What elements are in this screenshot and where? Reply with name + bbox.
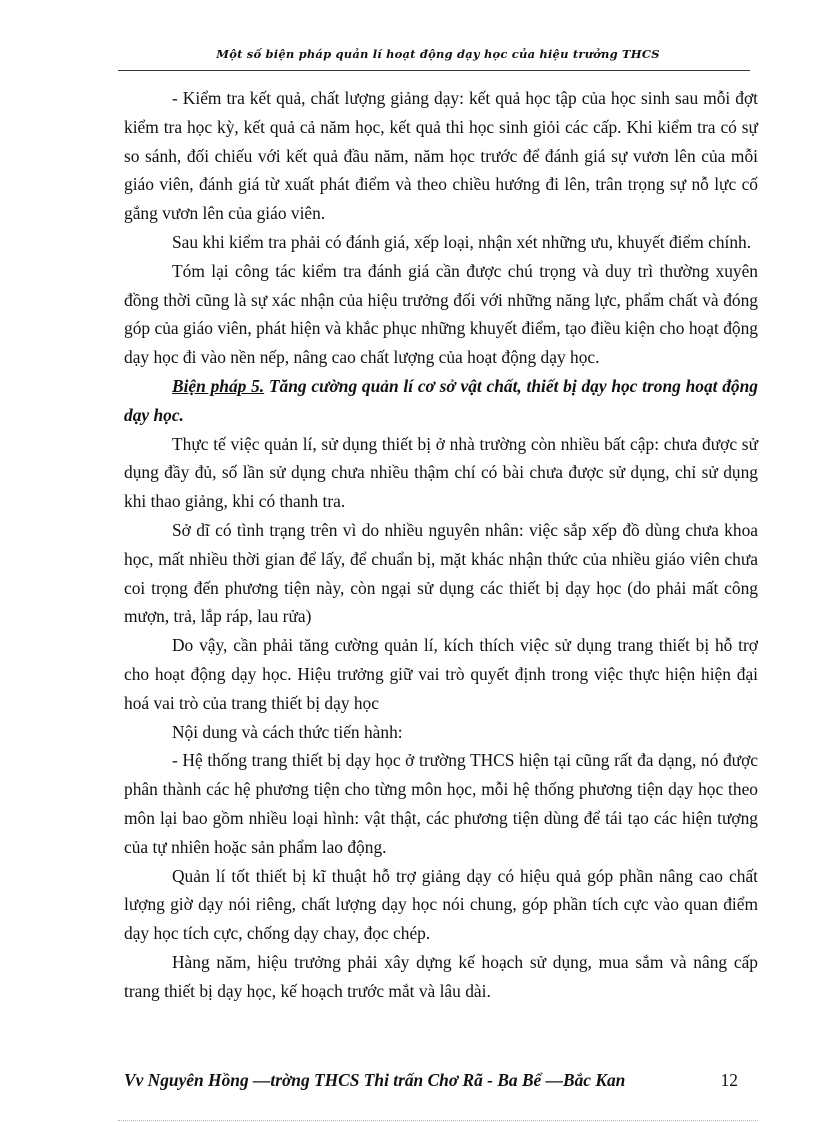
footer-author: Vv Nguyên Hồng —trờng THCS Thi trấn Chơ Rã - Ba Bể —Bắc Kan [124, 1070, 626, 1090]
paragraph: Nội dung và cách thức tiến hành: [172, 721, 403, 742]
page-number: 12 [720, 1070, 738, 1090]
running-header: Một số biện pháp quản lí hoạt động dạy học của hiệu trưởng THCS [216, 47, 660, 61]
paragraph: Do vậy, cần phải tăng cường quản lí, kích thích việc sử dụng trang thiết bị hỗ trợ cho hoạt động dạy học. Hiệu trưởng giữ vai trò quyết định trong việc thực hiện hiện đại hoá vai trò của trang thiết bị dạy học [124, 635, 758, 713]
paragraph: Thực tế việc quản lí, sử dụng thiết bị ở nhà trường còn nhiều bất cập: chưa được sử dụng đầy đủ, số lần sử dụng chưa nhiều thậm chí có bài chưa được sử dụng, chỉ sử dụng khi thao giảng, khi có thanh tra. [124, 433, 758, 512]
paragraph: Tóm lại công tác kiểm tra đánh giá cần được chú trọng và duy trì thường xuyên đồng thời cũng là sự xác nhận của hiệu trưởng đối với những năng lực, phẩm chất và đóng góp của giáo viên, phát hiện và khắc phục những khuyết điểm, tạo điều kiện cho hoạt động dạy học đi vào nền nếp, nâng cao chất lượng của hoạt động dạy học. [124, 260, 758, 368]
bottom-divider [118, 1120, 758, 1121]
paragraph: - Hệ thống trang thiết bị dạy học ở trường THCS hiện tại cũng rất đa dạng, nó được phân thành các hệ phương tiện cho từng môn học, mỗi hệ thống phương tiện dạy học theo môn lại bao gồm nhiều loại hình: vật thật, các phương tiện dùng để tái tạo các hiện tượng của tự nhiên hoặc sản phẩm lao động. [124, 750, 758, 857]
body-text [124, 84, 758, 1006]
page-footer [124, 1070, 758, 1091]
paragraph: - Kiểm tra kết quả, chất lượng giảng dạy: kết quả học tập của học sinh sau mỗi đợt kiểm tra học kỳ, kết quả cả năm học, kết quả thi học sinh giỏi các cấp. Khi kiểm tra có sự so sánh, đối chiếu với kết quả đầu năm, năm học trước để đánh giá sự vươn lên của mỗi giáo viên, đánh giá từ xuất phát điểm và theo chiều hướng đi lên, trân trọng sự nỗ lực cố gắng vươn lên của giáo viên. [124, 88, 758, 224]
paragraph: Hàng năm, hiệu trưởng phải xây dựng kế hoạch sử dụng, mua sắm và nâng cấp trang thiết bị dạy học, kế hoạch trước mắt và lâu dài. [124, 951, 758, 1001]
paragraph: Sau khi kiểm tra phải có đánh giá, xếp loại, nhận xét những ưu, khuyết điểm chính. [172, 231, 752, 252]
section-heading-label: Biện pháp 5. [172, 375, 265, 396]
section-heading [124, 372, 758, 430]
header-rule [118, 70, 750, 71]
section-heading-title: Tăng cường quản lí cơ sở vật chất, thiết bị dạy học trong hoạt động dạy học. [124, 375, 758, 425]
paragraph: Sở dĩ có tình trạng trên vì do nhiều nguyên nhân: việc sắp xếp đồ dùng chưa khoa học, mất nhiều thời gian để lấy, để chuẩn bị, mặt khác nhận thức của nhiều giáo viên chưa coi trọng đến phương tiện này, còn ngại sử dụng các thiết bị dạy học (do phải mất công mượn, trả, lắp ráp, lau rửa) [124, 519, 758, 627]
paragraph: Quản lí tốt thiết bị kĩ thuật hỗ trợ giảng dạy có hiệu quả góp phần nâng cao chất lượng giờ dạy nói riêng, chất lượng dạy học nói chung, góp phần tích cực vào quan điểm dạy học tích cực, chống dạy chay, đọc chép. [124, 865, 758, 944]
